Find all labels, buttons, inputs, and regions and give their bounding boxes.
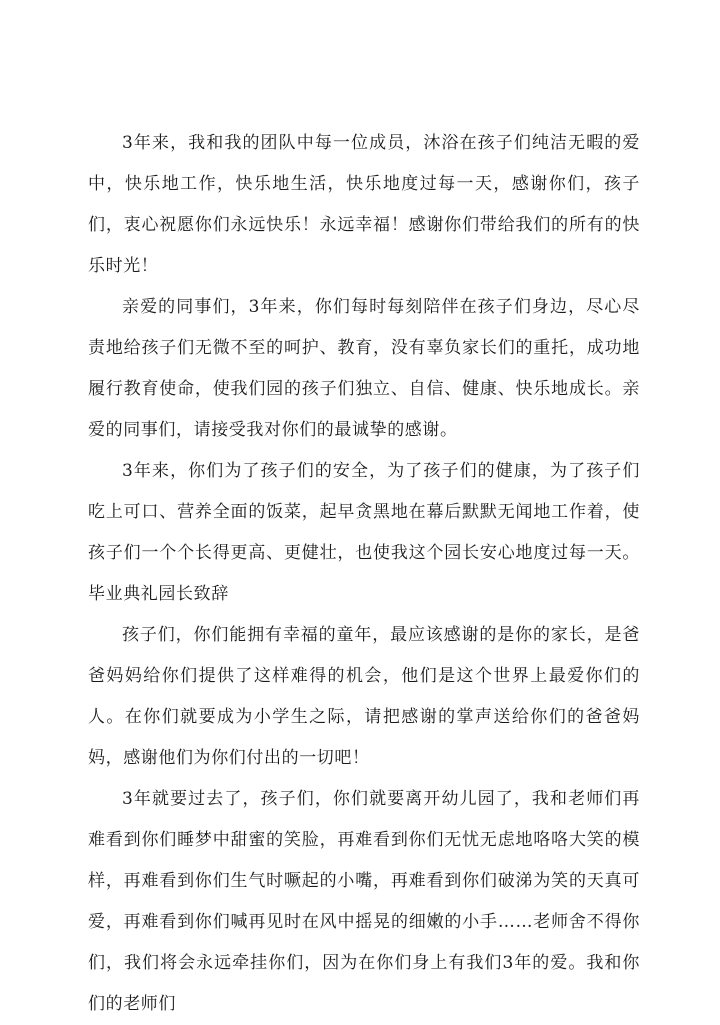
document-body <box>88 123 640 1025</box>
paragraph-4: 孩子们，你们能拥有幸福的童年，最应该感谢的是你的家长，是爸爸妈妈给你们提供了这样难得的机会，他们是这个世界上最爱你们的人。在你们就要成为小学生之际，请把感谢的掌声送给你们的爸爸妈妈，感谢他们为你们付出的一切吧！ <box>88 625 640 768</box>
paragraph-1: 3年来，我和我的团队中每一位成员，沐浴在孩子们纯洁无暇的爱中，快乐地工作，快乐地生活，快乐地度过每一天，感谢你们，孩子们，衷心祝愿你们永远快乐！永远幸福！感谢你们带给我们的所有的快乐时光！ <box>88 133 640 276</box>
paragraph-5: 3年就要过去了，孩子们，你们就要离开幼儿园了，我和老师们再难看到你们睡梦中甜蜜的笑脸，再难看到你们无忧无虑地咯咯大笑的模样，再难看到你们生气时噘起的小嘴，再难看到你们破涕为笑的天真可爱，再难看到你们喊再见时在风中摇晃的细嫩的小手……老师舍不得你们，我们将会永远牵挂你们，因为在你们身上有我们3年的爱。我和你们的老师们 <box>88 789 640 1014</box>
paragraph-3: 3年来，你们为了孩子们的安全，为了孩子们的健康，为了孩子们吃上可口、营养全面的饭菜，起早贪黑地在幕后默默无闻地工作着，使孩子们一个个长得更高、更健壮，也使我这个园长安心地度过每一天。毕业典礼园长致辞 <box>88 461 640 604</box>
paragraph-2: 亲爱的同事们，3年来，你们每时每刻陪伴在孩子们身边，尽心尽责地给孩子们无微不至的呵护、教育，没有辜负家长们的重托，成功地履行教育使命，使我们园的孩子们独立、自信、健康、快乐地成长。亲爱的同事们，请接受我对你们的最诚挚的感谢。 <box>88 297 640 440</box>
